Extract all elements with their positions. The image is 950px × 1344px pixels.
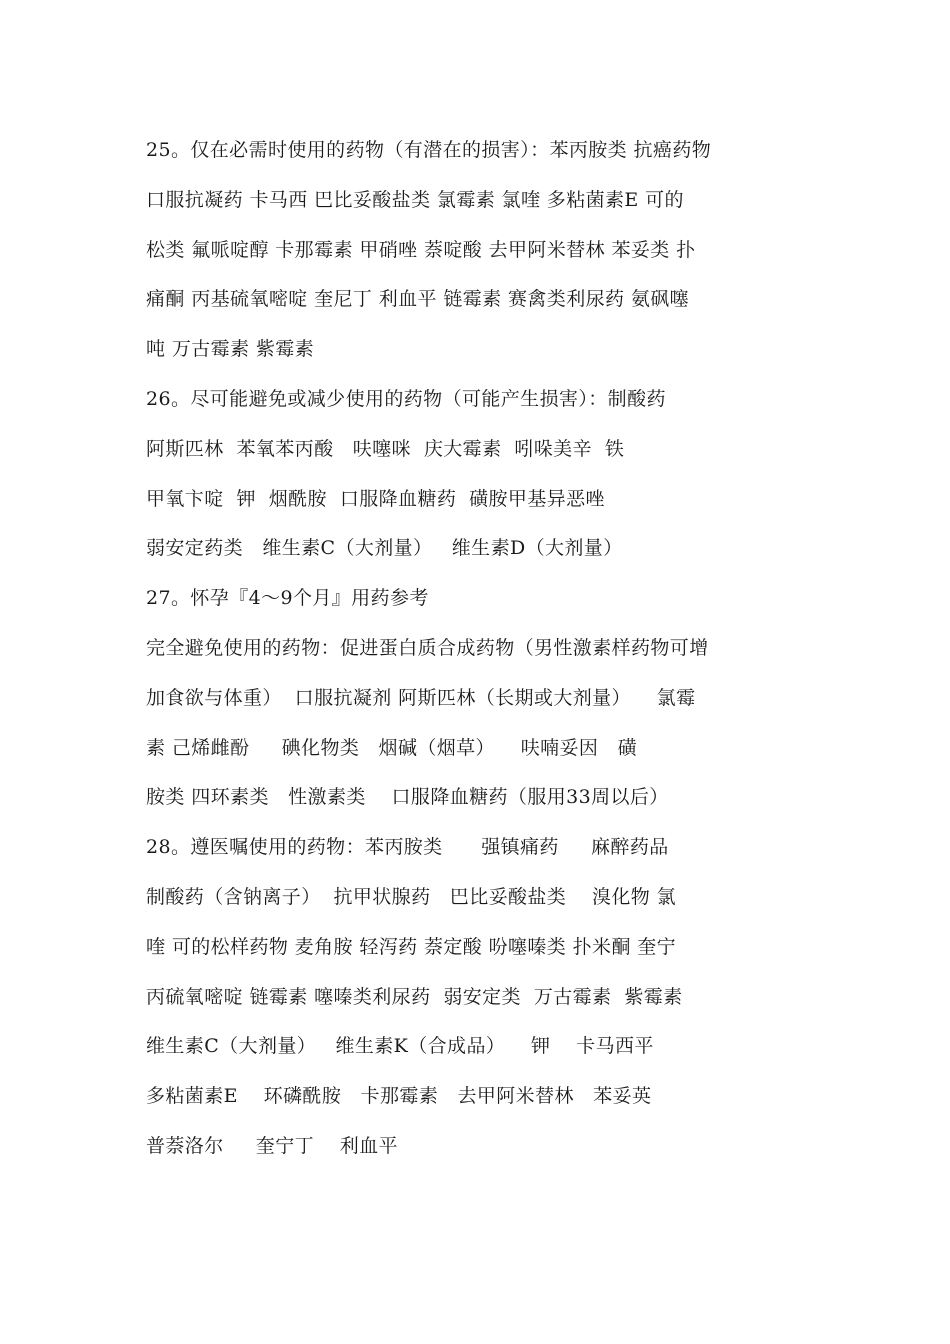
text-line: 多粘菌素E 环磷酰胺 卡那霉素 去甲阿米替林 苯妥英: [146, 1085, 652, 1108]
text-line: 普萘洛尔 奎宁丁 利血平: [146, 1134, 398, 1157]
text-line: 胺类 四环素类 性激素类 口服降血糖药（服用33周以后）: [146, 786, 669, 809]
text-line: 痛酮 丙基硫氧嘧啶 奎尼丁 利血平 链霉素 赛禽类利尿药 氨砜噻: [146, 288, 690, 311]
document-body: [146, 126, 816, 1172]
text-line: 制酸药（含钠离子） 抗甲状腺药 巴比妥酸盐类 溴化物 氯: [146, 885, 676, 908]
text-line: 吨 万古霉素 紫霉素: [146, 338, 315, 361]
text-line: 完全避免使用的药物：促进蛋白质合成药物（男性激素样药物可增: [146, 636, 709, 659]
text-line: 弱安定药类 维生素C（大剂量） 维生素D（大剂量）: [146, 537, 623, 560]
text-line: 丙硫氧嘧啶 链霉素 噻嗪类利尿药 弱安定类 万古霉素 紫霉素: [146, 985, 683, 1008]
text-line: 甲氧卞啶 钾 烟酰胺 口服降血糖药 磺胺甲基异恶唑: [146, 487, 605, 510]
text-line: 25。仅在必需时使用的药物（有潜在的损害）：苯丙胺类 抗癌药物: [146, 139, 712, 161]
text-line: 加食欲与体重） 口服抗凝剂 阿斯匹林（长期或大剂量） 氯霉: [146, 686, 696, 709]
text-line: 26。尽可能避免或减少使用的药物（可能产生损害）：制酸药: [146, 387, 666, 410]
text-line: 维生素C（大剂量） 维生素K（合成品） 钾 卡马西平: [146, 1035, 654, 1058]
text-line: 素 己烯雌酚 碘化物类 烟碱（烟草） 呋喃妥因 磺: [146, 736, 638, 759]
text-line: 28。遵医嘱使用的药物：苯丙胺类 强镇痛药 麻醉药品: [146, 836, 669, 859]
text-line: 口服抗凝药 卡马西 巴比妥酸盐类 氯霉素 氯喹 多粘菌素E 可的: [146, 188, 684, 211]
text-line: 松类 氟哌啶醇 卡那霉素 甲硝唑 萘啶酸 去甲阿米替林 苯妥类 扑: [146, 238, 696, 261]
text-line: 27。怀孕『4～9个月』用药参考: [146, 587, 429, 610]
text-line: 阿斯匹林 苯氧苯丙酸 呋噻咪 庆大霉素 吲哚美辛 铁: [146, 437, 625, 460]
text-line: 喹 可的松样药物 麦角胺 轻泻药 萘定酸 吩噻嗪类 扑米酮 奎宁: [146, 935, 677, 958]
